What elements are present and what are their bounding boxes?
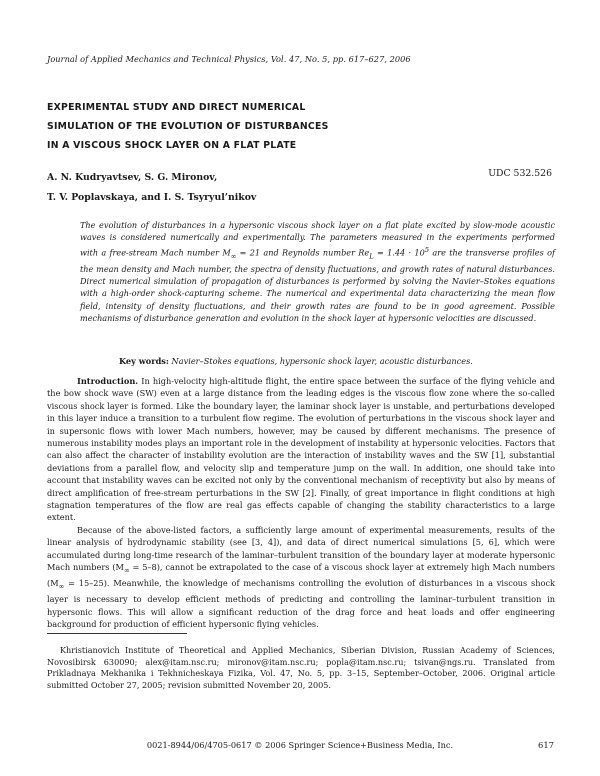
body-paragraph-2: Because of the above-listed factors, a sufficiently large amount of experimental measurements, results of the linear analysis of hydrodynamic stability (see [3, 4]), and data of direct numerical simulations [5, 6], which were accumulated during long-time research of the laminar–turbulent transition of the boundary layer at moderate hypersonic Mach numbers $(M_\infty = 5-8)$, cannot be extrapolated to the case of a viscous shock layer at extremely high Mach numbers $(M_\infty = 15-25)$. Meanwhile, the knowledge of mechanisms controlling the evolution of disturbances in a viscous shock layer is necessary to develop efficient methods of predicting and controlling the laminar–turbulent transition in hypersonic flows. This will allow a significant reduction of the drag force and heat loads and offer engineering background for production of efficient hypersonic flying vehicles.: [47, 524, 555, 629]
title-line-1: EXPERIMENTAL STUDY AND DIRECT NUMERICAL: [47, 102, 306, 113]
abstract: [80, 219, 555, 325]
issn-copyright-line: 0021-8944/06/4705-0617 © 2006 Springer Science+Business Media, Inc.: [146, 740, 454, 750]
journal-header: Journal of Applied Mechanics and Technical Physics, Vol. 47, No. 5, pp. 617–627, 2006: [47, 54, 411, 64]
reynolds-subscript: L: [369, 252, 374, 261]
page-number: 617: [538, 740, 554, 750]
keywords-label: Key words:: [119, 356, 169, 366]
reynolds-exponent: 5: [424, 245, 430, 254]
authors-line-1: A. N. Kudryavtsev, S. G. Mironov,: [47, 172, 218, 183]
keywords: [119, 355, 555, 367]
title-line-3: IN A VISCOUS SHOCK LAYER ON A FLAT PLATE: [47, 140, 297, 151]
introduction-heading: Introduction.: [77, 376, 139, 386]
authors: [47, 168, 256, 208]
keywords-text: Navier–Stokes equations, hypersonic shock layer, acoustic disturbances.: [171, 356, 473, 366]
udc-code: UDC 532.526: [488, 168, 552, 179]
title-line-2: SIMULATION OF THE EVOLUTION OF DISTURBANCES: [47, 121, 329, 132]
article-title: [47, 98, 467, 155]
body-text: [47, 375, 555, 630]
mach-subscript: ∞: [230, 252, 237, 261]
introduction-paragraph: Introduction. In high-velocity high-altitude flight, the entire space between the surface of the flying vehicle and the bow shock wave (SW) even at a large distance from the leading edges is the viscous flow zone where the so-called viscous shock layer is formed. Like the boundary layer, the laminar shock layer is unstable, and perturbations developed in this layer induce a transition to a turbulent flow regime. The evolution of perturbations in the viscous shock layer and in supersonic flows with lower Mach numbers, however, may be caused by different mechanisms. The presence of numerous instability modes plays an important role in the development of instability at hypersonic velocities. Factors that can also affect the character of instability evolution are the interaction of instability waves and the SW [1], substantial deviations from a parallel flow, and velocity slip and temperature jump on the wall. In addition, one should take into account that instability waves can be excited not only by the conventional mechanism of receptivity but also by means of direct amplification of free-stream perturbations in the SW [2]. Finally, of great importance in flight conditions at high stagnation temperatures of the flow are real gas effects capable of changing the stability characteristics to a large extent.: [47, 376, 555, 523]
affiliation-note: Khristianovich Institute of Theoretical and Applied Mechanics, Siberian Division, Russian Academy of Sciences, Novosibirsk 630090; alex@itam.nsc.ru; mironov@itam.nsc.ru; popla@itam.nsc.ru; tsivan@ngs.ru. Translated from Prikladnaya Mekhanika i Tekhnicheskaya Fizika, Vol. 47, No. 5, pp. 3–15, September–October, 2006. Original article submitted October 27, 2005; revision submitted November 20, 2005.: [47, 645, 555, 690]
authors-line-2: T. V. Poplavskaya, and I. S. Tsyryul’nikov: [47, 192, 257, 203]
footnote: [47, 645, 555, 691]
footnote-divider: [47, 633, 187, 634]
abstract-text: The evolution of disturbances in a hypersonic viscous shock layer on a flat plate excited by slow-mode acoustic waves is considered numerically and experimentally. The parameters measured in the experiments performed with a free-stream Mach number $M_\infty = 21$ and Reynolds number $Re_L = 1.44 \cdot 10^5$ are the transverse profiles of the mean density and Mach number, the spectra of density fluctuations, and growth rates of natural disturbances. Direct numerical simulation of propagation of disturbances is performed by solving the Navier–Stokes equations with a high-order shock-capturing scheme. The numerical and experimental data characterizing the mean flow field, intensity of density fluctuations, and their growth rates are found to be in good agreement. Possible mechanisms of disturbance generation and evolution in the shock layer at hypersonic velocities are discussed.: [80, 220, 555, 324]
